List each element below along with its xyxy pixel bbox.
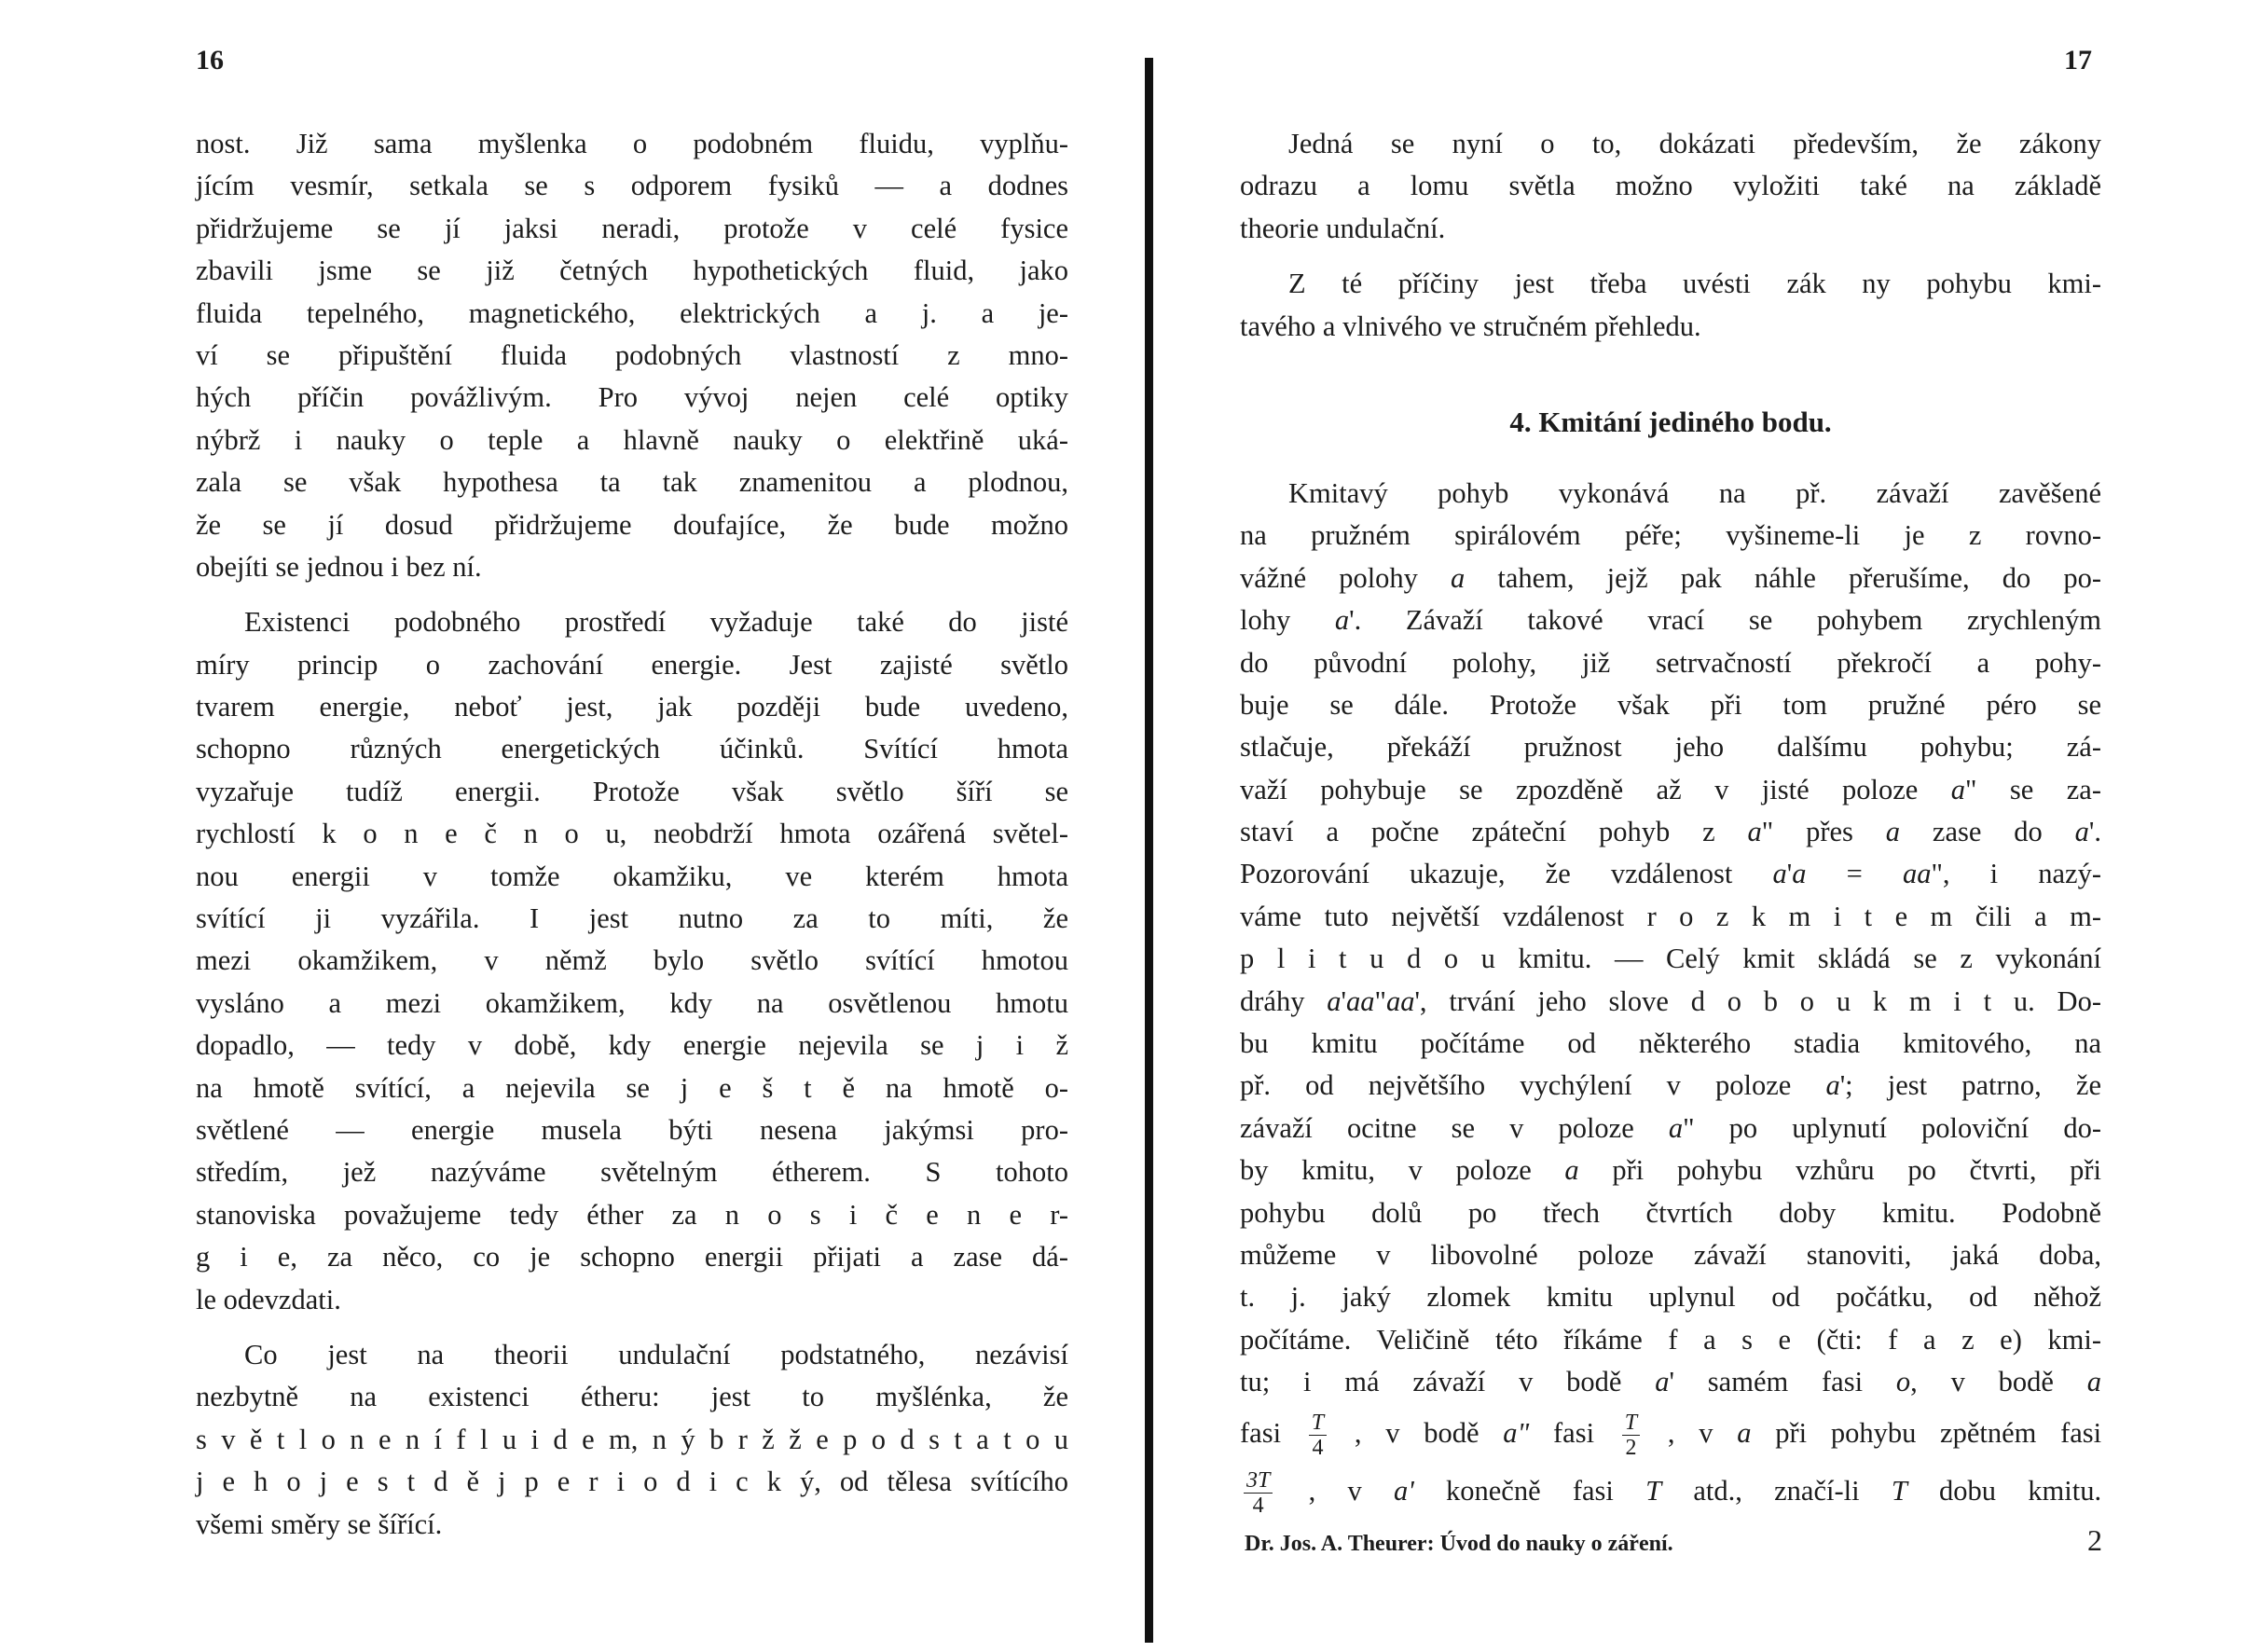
paragraph-gap xyxy=(196,588,1068,601)
text-line: jícím vesmír, setkala se s odporem fysiků — a dodnes xyxy=(196,170,1068,202)
text-line: že se jí dosud přidržujeme doufajíce, že bude možno xyxy=(196,508,1068,541)
text-line: dráhy a'aa"aa', trvání jeho slove d o b o u k m i t u. Do- xyxy=(1240,984,2101,1017)
text-line: g i e, za něco, co je schopno energii přijati a zase dá- xyxy=(196,1241,1068,1273)
right-page-intro xyxy=(1240,123,2101,348)
text-line: nost. Již sama myšlenka o podobném fluidu, vyplňu- xyxy=(196,128,1068,159)
text-line: počítáme. Veličině této říkáme f a s e (čti: f a z e) kmi- xyxy=(1240,1323,2101,1356)
text-line: zbavili jsme se již četných hypothetických fluid, jako xyxy=(196,255,1068,287)
formula-text: při pohybu zpětném fasi xyxy=(1775,1416,2102,1449)
text-line: na hmotě svítící, a nejevila se j e š t ě na hmotě o- xyxy=(196,1071,1068,1104)
text-line: staví a počne zpáteční pohyb z a" přes a zase do a'. xyxy=(1240,816,2101,848)
paragraph xyxy=(1240,263,2101,348)
formula-text: , v xyxy=(1308,1474,1362,1507)
text-line: Kmitavý pohyb vykonává na př. závaží zavěšené xyxy=(1288,476,2101,509)
formula-text: fasi xyxy=(1240,1416,1282,1449)
formula-symbol: a' xyxy=(1393,1474,1414,1507)
fraction-denominator: 4 xyxy=(1252,1494,1264,1519)
page-number-right: 17 xyxy=(2064,45,2092,76)
paragraph-gap xyxy=(1240,250,2101,263)
section-heading: 4. Kmitání jediného bodu. xyxy=(1509,405,1832,438)
text-line: stanoviska považujeme tedy éther za n o s i č e n e r- xyxy=(196,1198,1068,1231)
right-page-body xyxy=(1240,473,2101,1404)
text-line: obejíti se jednou i bez ní. xyxy=(196,550,482,583)
fraction-t-over-2 xyxy=(1622,1411,1640,1460)
text-line: Existenci podobného prostředí vyžaduje také do jisté xyxy=(244,606,1068,639)
formula-text: atd., značí-li xyxy=(1693,1474,1860,1507)
text-line: dopadlo, — tedy v době, kdy energie nejevila se j i ž xyxy=(196,1029,1068,1062)
author-signature: Dr. Jos. A. Theurer: Úvod do nauky o záření. xyxy=(1245,1532,1673,1556)
paragraph xyxy=(196,601,1068,1321)
text-line: važí pohybuje se zpozděně až v jisté poloze a" se za- xyxy=(1240,773,2101,805)
phase-formula-line-1 xyxy=(1240,1404,2101,1462)
paragraph xyxy=(1240,123,2101,250)
text-line: do původní polohy, již setrvačností překročí a pohy- xyxy=(1240,646,2101,679)
formula-text: dobu kmitu. xyxy=(1939,1474,2102,1507)
fraction-3t-over-4 xyxy=(1244,1468,1273,1518)
text-line: theorie undulační. xyxy=(1240,212,1446,244)
fraction-numerator: 3T xyxy=(1244,1468,1273,1494)
fraction-denominator: 4 xyxy=(1312,1436,1324,1461)
text-line: odrazu a lomu světla možno vyložiti také na základě xyxy=(1240,170,2101,202)
text-line: rychlostí k o n e č n o u, neobdrží hmota ozářená světel- xyxy=(196,818,1068,850)
text-line: nýbrž i nauky o teple a hlavně nauky o elektřině uká- xyxy=(196,423,1068,456)
text-line: závaží ocitne se v poloze a" po uplynutí poloviční do- xyxy=(1240,1111,2101,1144)
fraction-denominator: 2 xyxy=(1625,1436,1637,1461)
right-page-text xyxy=(1240,123,2101,1520)
text-line: stlačuje, překáží pružnost jeho dalšímu pohybu; zá- xyxy=(1240,731,2101,764)
text-line: můžeme v libovolné poloze závaží stanoviti, jaká doba, xyxy=(1240,1238,2101,1271)
text-line: Z té příčiny jest třeba uvésti zák ny pohybu kmi- xyxy=(1288,268,2101,300)
page-number-left: 16 xyxy=(196,45,224,76)
text-line: váme tuto největší vzdálenost r o z k m i t e m čili a m- xyxy=(1240,900,2101,932)
fraction-t-over-4 xyxy=(1309,1411,1327,1460)
text-line: bu kmitu počítáme od některého stadia kmitového, na xyxy=(1240,1027,2101,1060)
fraction-numerator: T xyxy=(1622,1411,1640,1436)
text-line: ví se připuštění fluida podobných vlastností z mno- xyxy=(196,338,1068,371)
phase-formula-line-2 xyxy=(1240,1462,2101,1520)
text-line: vysláno a mezi okamžikem, kdy na osvětlenou hmotu xyxy=(196,986,1068,1019)
formula-symbol: T xyxy=(1891,1474,1907,1507)
fraction-numerator: T xyxy=(1309,1411,1327,1436)
formula-text: konečně fasi xyxy=(1446,1474,1614,1507)
text-line: mezi okamžikem, v němž bylo světlo svítící hmotou xyxy=(196,944,1068,977)
text-line: míry princip o zachování energie. Jest zajisté světlo xyxy=(196,648,1068,681)
text-line: s v ě t l o n e n í f l u i d e m, n ý b r ž ž e p o d s t a t o u xyxy=(196,1423,1068,1455)
formula-symbol: a xyxy=(1737,1416,1752,1449)
paragraph-gap xyxy=(196,1321,1068,1334)
book-spine-divider xyxy=(1145,58,1153,1643)
text-line: vyzařuje tudíž energii. Protože však světlo šíří se xyxy=(196,775,1068,807)
text-line: buje se dále. Protože však při tom pružné péro se xyxy=(1240,688,2101,721)
text-line: nezbytně na existenci étheru: jest to myšlénka, že xyxy=(196,1381,1068,1413)
text-line: tvarem energie, neboť jest, jak později bude uvedeno, xyxy=(196,691,1068,723)
formula-text: , v xyxy=(1667,1416,1713,1449)
text-line: světlené — energie musela býti nesena jakýmsi pro- xyxy=(196,1113,1068,1146)
text-line: všemi směry se šířící. xyxy=(196,1507,443,1540)
text-line: p l i t u d o u kmitu. — Celý kmit skládá se z vykonání xyxy=(1240,943,2101,975)
text-line: středím, jež nazýváme světelným étherem. S tohoto xyxy=(196,1156,1068,1189)
text-line: Co jest na theorii undulační podstatného, nezávisí xyxy=(244,1338,1068,1370)
text-line: Pozorování ukazuje, že vzdálenost a'a = aa", i nazý- xyxy=(1240,858,2101,890)
text-line: svítící ji vyzářila. I jest nutno za to míti, že xyxy=(196,902,1068,935)
text-line: schopno různých energetických účinků. Svítící hmota xyxy=(196,733,1068,765)
text-line: zala se však hypothesa ta tak znamenitou a plodnou, xyxy=(196,466,1068,499)
text-line: přidržujeme se jí jaksi neradi, protože v celé fysice xyxy=(196,212,1068,244)
paragraph xyxy=(196,123,1068,588)
text-line: př. od největšího vychýlení v poloze a'; jest patrno, že xyxy=(1240,1069,2101,1102)
formula-symbol: T xyxy=(1645,1474,1662,1507)
text-line: tavého a vlnivého ve stručném přehledu. xyxy=(1240,310,1701,342)
formula-text: , v bodě xyxy=(1354,1416,1479,1449)
text-line: na pružném spirálovém péře; vyšineme-li je z rovno- xyxy=(1240,519,2101,552)
text-line: Jedná se nyní o to, dokázati především, že zákony xyxy=(1288,128,2101,159)
text-line: hých příčin povážlivým. Pro vývoj nejen celé optiky xyxy=(196,381,1068,414)
sheet-number: 2 xyxy=(2087,1523,2102,1557)
text-line: pohybu dolů po třech čtvrtích doby kmitu. Podobně xyxy=(1240,1196,2101,1229)
text-line: j e h o j e s t d ě j p e r i o d i c k ý, od tělesa svítícího xyxy=(196,1466,1068,1498)
left-page-text xyxy=(196,123,1068,1546)
text-line: tu; i má závaží v bodě a' samém fasi o, v bodě a xyxy=(1240,1366,2101,1398)
text-line: nou energii v tomže okamžiku, ve kterém hmota xyxy=(196,860,1068,892)
text-line: le odevzdati. xyxy=(196,1283,341,1315)
formula-text: fasi xyxy=(1553,1416,1595,1449)
text-line: lohy a'. Závaží takové vrací se pohybem zrychleným xyxy=(1240,604,2101,637)
page-footer xyxy=(1245,1523,2102,1558)
formula-symbol: a" xyxy=(1503,1416,1530,1449)
paragraph xyxy=(196,1334,1068,1546)
text-line: t. j. jaký zlomek kmitu uplynul od počátku, od něhož xyxy=(1240,1281,2101,1314)
text-line: fluida tepelného, magnetického, elektrických a j. a je- xyxy=(196,296,1068,329)
text-line: by kmitu, v poloze a při pohybu vzhůru po čtvrti, při xyxy=(1240,1154,2101,1187)
text-line: vážné polohy a tahem, jejž pak náhle přerušíme, do po- xyxy=(1240,561,2101,594)
